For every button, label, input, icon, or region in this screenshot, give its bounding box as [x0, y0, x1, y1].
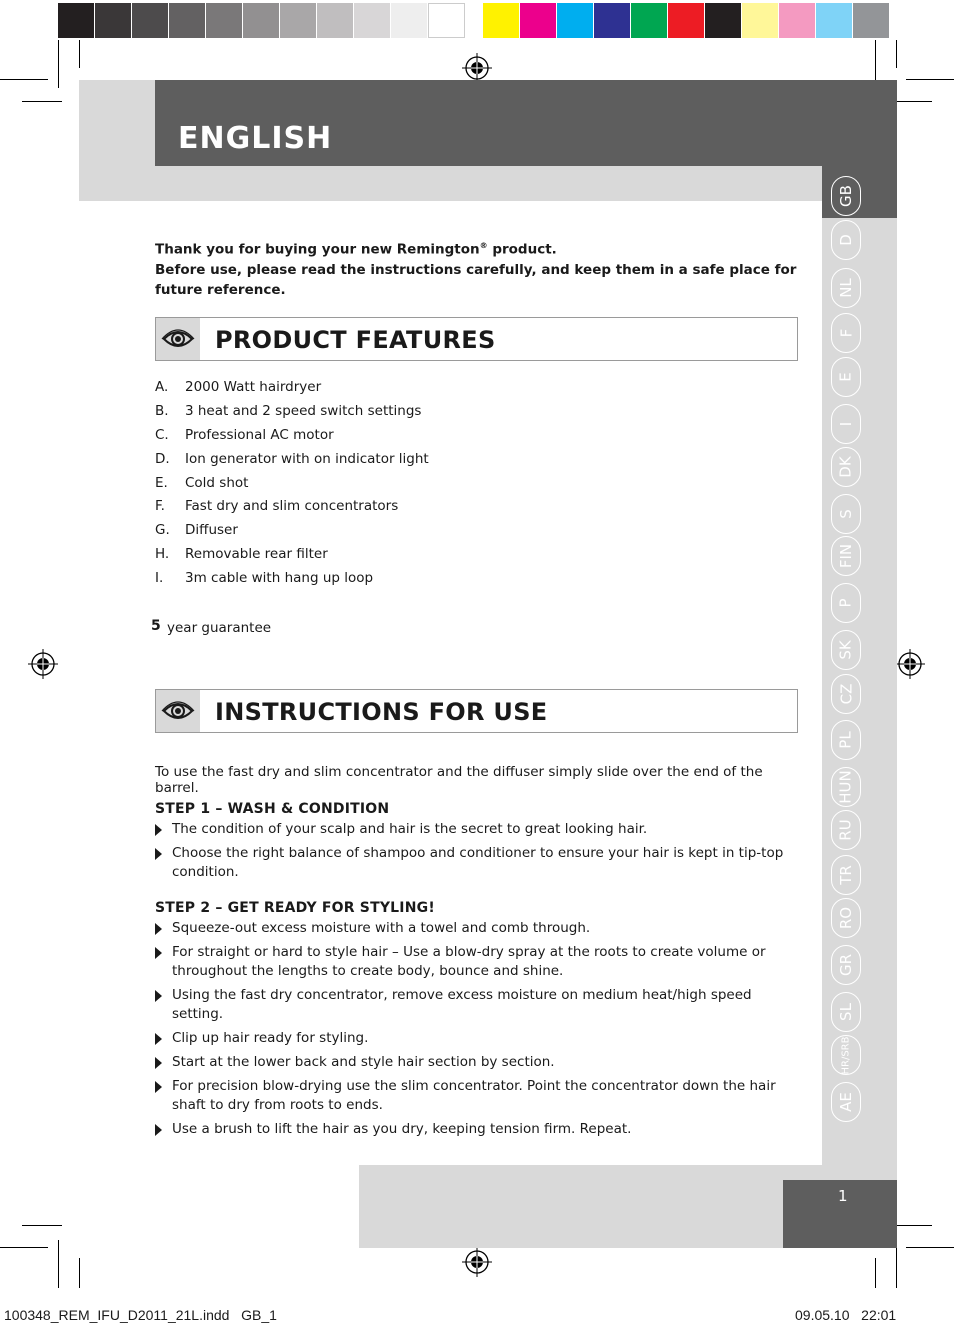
language-tab-e[interactable] — [831, 357, 861, 397]
language-tab-cz[interactable] — [831, 674, 861, 714]
feature-letter: D. — [155, 450, 170, 467]
color-swatch — [354, 3, 391, 38]
step-2-bullet: Use a brush to lift the hair as you dry, keeping tension firm. Repeat. — [155, 1120, 800, 1139]
feature-item — [155, 522, 795, 546]
feature-letter: I. — [155, 570, 164, 587]
feature-text: Professional AC motor — [185, 426, 334, 443]
color-swatch — [428, 3, 465, 38]
language-tab-tr[interactable] — [831, 855, 861, 895]
language-tab-d[interactable] — [831, 220, 861, 260]
color-swatch — [557, 3, 594, 38]
language-code: TR — [837, 865, 855, 885]
color-swatch — [206, 3, 243, 38]
print-file-slug: 100348_REM_IFU_D2011_21L.indd GB_1 — [4, 1307, 277, 1323]
step-2-bullet: Clip up hair ready for styling. — [155, 1029, 800, 1048]
registered-mark: ® — [479, 241, 488, 250]
feature-item — [155, 546, 795, 570]
language-code: RO — [836, 906, 855, 930]
color-swatch — [317, 3, 354, 38]
feature-item — [155, 451, 795, 475]
step-1-title: STEP 1 – WASH & CONDITION — [155, 801, 390, 817]
eye-icon — [156, 690, 200, 732]
color-swatch — [816, 3, 853, 38]
color-swatch — [132, 3, 169, 38]
language-tab-hr-srb[interactable] — [831, 1035, 861, 1075]
color-swatch — [668, 3, 705, 38]
language-tab-pl[interactable] — [831, 720, 861, 760]
registration-mark-right — [895, 649, 925, 679]
feature-text: Ion generator with on indicator light — [185, 450, 429, 467]
color-swatch — [594, 3, 631, 38]
language-code: FIN — [837, 543, 855, 569]
registration-mark-bottom — [462, 1247, 492, 1277]
feature-item — [155, 427, 795, 451]
color-swatch — [742, 3, 779, 38]
eye-icon — [156, 318, 200, 360]
feature-letter: F. — [155, 498, 165, 515]
color-swatch — [631, 3, 668, 38]
step-2-bullet: For precision blow-drying use the slim concentrator. Point the concentrator down the hair shaft to dry from roots to ends. — [155, 1077, 800, 1115]
feature-item — [155, 498, 795, 522]
feature-letter: C. — [155, 426, 169, 443]
color-swatch — [705, 3, 742, 38]
language-tab-ru[interactable] — [831, 810, 861, 850]
color-swatch — [391, 3, 428, 38]
feature-item — [155, 475, 795, 499]
step-1-bullet: The condition of your scalp and hair is the secret to great looking hair. — [155, 820, 800, 839]
feature-text: 2000 Watt hairdryer — [185, 379, 322, 395]
registration-mark-left — [28, 649, 58, 679]
language-code: RU — [837, 819, 855, 841]
step-2-bullet: For straight or hard to style hair – Use a blow-dry spray at the roots to create volume or throughout the lengths to create body, bounce and shine. — [155, 943, 800, 981]
language-tab-dk[interactable] — [831, 447, 861, 487]
language-code: CZ — [837, 683, 855, 705]
color-swatch — [58, 3, 95, 38]
language-tab-i[interactable] — [831, 404, 861, 444]
page-number: 1 — [838, 1187, 848, 1205]
color-swatch — [853, 3, 890, 38]
feature-text: 3 heat and 2 speed switch settings — [185, 402, 422, 419]
language-tab-p[interactable] — [831, 583, 861, 623]
step-1-bullet: Choose the right balance of shampoo and conditioner to ensure your hair is kept in tip-top condition. — [155, 844, 800, 882]
language-tab-gr[interactable] — [831, 945, 861, 985]
gray-calibration-bar — [58, 3, 465, 38]
feature-item — [155, 570, 795, 594]
feature-letter: B. — [155, 402, 169, 419]
step-2-bullet: Using the fast dry concentrator, remove excess moisture on medium heat/high speed setting. — [155, 986, 800, 1024]
feature-item — [155, 379, 795, 403]
language-code: P — [836, 598, 855, 608]
page-title: ENGLISH — [178, 121, 333, 156]
instructions-header — [155, 689, 798, 733]
guarantee-number: 5 — [151, 618, 161, 634]
language-code: F — [836, 328, 855, 338]
language-code: HUN — [837, 770, 856, 804]
feature-text: 3m cable with hang up loop — [185, 570, 374, 587]
language-tab-ro[interactable] — [831, 898, 861, 938]
color-swatch — [169, 3, 206, 38]
language-tab-hun[interactable] — [831, 767, 861, 807]
language-tab-sl[interactable] — [831, 992, 861, 1032]
color-swatch — [243, 3, 280, 38]
language-code: GB — [836, 185, 855, 207]
feature-letter: E. — [155, 474, 168, 491]
intro-line-1-suffix: product. — [487, 241, 557, 258]
language-tab-f[interactable] — [831, 313, 861, 353]
step-2-bullet: Squeeze-out excess moisture with a towel and comb through. — [155, 919, 800, 938]
color-calibration-bar — [483, 3, 890, 38]
instructions-title: INSTRUCTIONS FOR USE — [215, 698, 548, 726]
feature-text: Cold shot — [185, 474, 249, 491]
feature-letter: H. — [155, 546, 170, 563]
language-tab-sk[interactable] — [831, 630, 861, 670]
language-code: SK — [836, 640, 855, 660]
language-code: PL — [837, 731, 855, 749]
product-features-title: PRODUCT FEATURES — [215, 326, 496, 354]
feature-text: Fast dry and slim concentrators — [185, 498, 399, 515]
feature-letter: A. — [155, 379, 169, 395]
language-tab-ae[interactable] — [831, 1082, 861, 1122]
step-2-title: STEP 2 – GET READY FOR STYLING! — [155, 900, 435, 916]
language-tab-s[interactable] — [831, 494, 861, 534]
intro-text — [155, 236, 805, 300]
language-code: DK — [836, 456, 855, 478]
intro-line-2: Before use, please read the instructions carefully, and keep them in a safe place for future reference. — [155, 261, 797, 298]
language-code: AE — [837, 1092, 855, 1112]
print-date-slug: 09.05.10 22:01 — [795, 1307, 897, 1323]
registration-mark-top — [462, 53, 492, 83]
product-features-header — [155, 317, 798, 361]
features-list — [155, 379, 795, 594]
language-tab-fin[interactable] — [831, 536, 861, 576]
color-swatch — [779, 3, 816, 38]
language-code: HR/SRB — [840, 1036, 852, 1074]
language-code: I — [837, 421, 855, 427]
feature-text: Diffuser — [185, 522, 238, 539]
language-code: NL — [836, 278, 855, 298]
language-code: D — [837, 234, 855, 246]
color-swatch — [483, 3, 520, 38]
instructions-intro: To use the fast dry and slim concentrator and the diffuser simply slide over the end of the barrel. — [155, 764, 763, 796]
color-swatch — [95, 3, 132, 38]
color-swatch — [520, 3, 557, 38]
guarantee-text: year guarantee — [167, 620, 272, 636]
intro-line-1: Thank you for buying your new Remington — [155, 241, 480, 258]
color-swatch — [280, 3, 317, 38]
feature-item — [155, 403, 795, 427]
language-code: GR — [836, 953, 855, 977]
language-code: S — [837, 509, 855, 519]
feature-text: Removable rear filter — [185, 546, 328, 563]
step-2-bullet: Start at the lower back and style hair section by section. — [155, 1053, 800, 1072]
language-code: E — [836, 372, 855, 382]
language-tab-gb[interactable] — [831, 176, 861, 216]
feature-letter: G. — [155, 522, 170, 539]
language-code: SL — [836, 1003, 855, 1021]
language-tab-nl[interactable] — [831, 268, 861, 308]
